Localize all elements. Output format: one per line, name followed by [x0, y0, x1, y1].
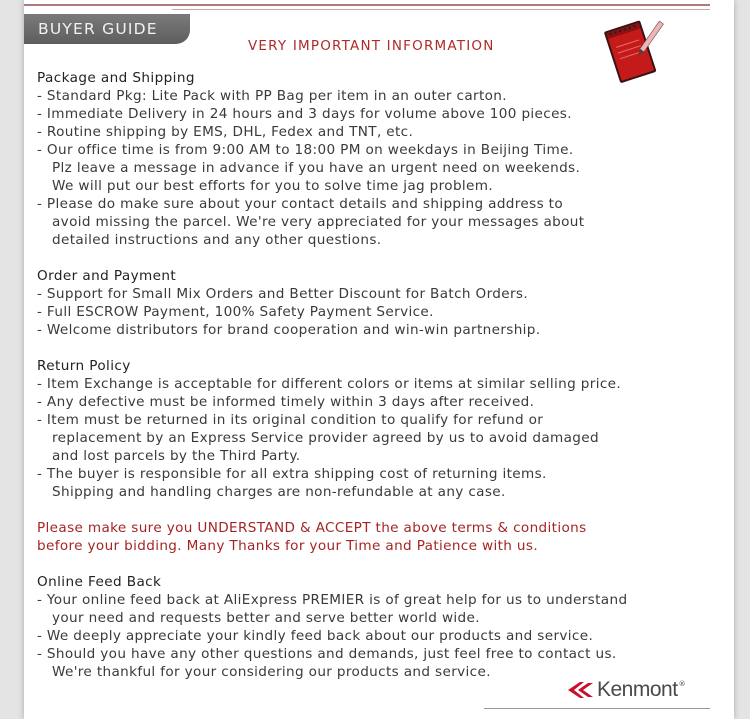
page-subtitle: VERY IMPORTANT INFORMATION [248, 38, 495, 54]
guide-line: - Immediate Delivery in 24 hours and 3 days for volume above 100 pieces. [37, 106, 572, 122]
top-divider [24, 4, 710, 6]
guide-line: - Support for Small Mix Orders and Better Discount for Batch Orders. [37, 286, 529, 302]
guide-line: We will put our best efforts for you to solve time jag problem. [52, 178, 494, 194]
section-return-policy [37, 357, 727, 501]
guide-line: - Our office time is from 9:00 AM to 18:00 PM on weekdays in Beijing Time. [37, 142, 574, 158]
guide-line: avoid missing the parcel. We're very appreciated for your messages about [52, 214, 585, 230]
section-order-payment [37, 267, 727, 339]
guide-line: - Item must be returned in its original condition to qualify for refund or [37, 412, 544, 428]
kenmont-logo [566, 678, 686, 702]
guide-content [37, 69, 727, 681]
acceptance-notice [37, 519, 727, 555]
kenmont-logo-icon [566, 679, 596, 701]
guide-line: - Full ESCROW Payment, 100% Safety Payment Service. [37, 304, 434, 320]
guide-line: We're thankful for your considering our products and service. [52, 664, 491, 680]
section-title: Return Policy [37, 358, 131, 374]
guide-line: - Routine shipping by EMS, DHL, Fedex and TNT, etc. [37, 124, 414, 140]
guide-line: - Should you have any other questions and demands, just feel free to contact us. [37, 646, 617, 662]
guide-line: Plz leave a message in advance if you have an urgent need on weekends. [52, 160, 581, 176]
guide-line: - Standard Pkg: Lite Pack with PP Bag per item in an outer carton. [37, 88, 507, 104]
buyer-guide-tab: BUYER GUIDE [24, 14, 190, 44]
guide-line: and lost parcels by the Third Party. [52, 448, 301, 464]
notice-line: Please make sure you UNDERSTAND & ACCEPT the above terms & conditions [37, 520, 587, 536]
guide-line: - Your online feed back at AliExpress PREMIER is of great help for us to understand [37, 592, 628, 608]
guide-line: replacement by an Express Service provider agreed by us to avoid damaged [52, 430, 599, 446]
notice-line: before your bidding. Many Thanks for your Time and Patience with us. [37, 538, 538, 554]
guide-line: - Item Exchange is acceptable for different colors or items at similar selling price. [37, 376, 622, 392]
section-title: Online Feed Back [37, 574, 162, 590]
top-divider-thin [172, 9, 710, 10]
guide-line: - Please do make sure about your contact details and shipping address to [37, 196, 564, 212]
guide-line: detailed instructions and any other questions. [52, 232, 382, 248]
guide-line: your need and requests better and serve better world wide. [52, 610, 480, 626]
bottom-divider [484, 708, 710, 709]
brand-name: Kenmont [597, 678, 678, 701]
guide-line: Shipping and handling charges are non-refundable at any case. [52, 484, 506, 500]
section-online-feedback [37, 573, 727, 681]
guide-line: - Any defective must be informed timely within 3 days after received. [37, 394, 535, 410]
section-package-shipping [37, 69, 727, 249]
registered-mark: ® [678, 680, 686, 688]
section-title: Package and Shipping [37, 70, 195, 86]
section-title: Order and Payment [37, 268, 177, 284]
guide-line: - We deeply appreciate your kindly feed back about our products and service. [37, 628, 594, 644]
guide-line: - The buyer is responsible for all extra shipping cost of returning items. [37, 466, 547, 482]
guide-line: - Welcome distributors for brand cooperation and win-win partnership. [37, 322, 541, 338]
